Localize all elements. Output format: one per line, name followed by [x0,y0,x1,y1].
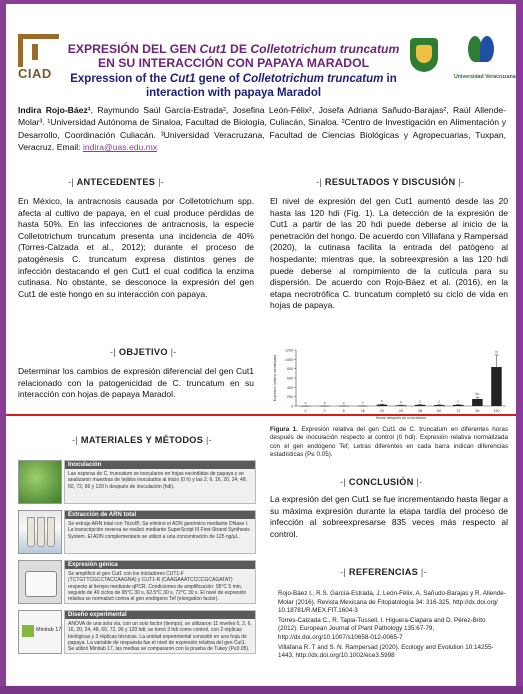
chart-y-tick-label: 200 [287,395,293,400]
heading-mark-right: |- [416,477,423,487]
chart-x-tick-label: 6 [342,409,345,413]
uv-logo-text: Universidad Veracruzana [454,74,516,80]
uv-logo-leaf-blue [480,36,494,62]
heading-mark-left: -| [340,567,347,577]
title-en-line2: interaction with papaya Maradol [145,87,322,99]
figure-caption-text: Expresión relativa del gen Cut1 de C. truncatum en diferentes horas después de inoculación respecto al control (0 hdi). Expresión relativa normalizada con el gen endógeno Tef; Letras diferentes en cada barra indican diferencias estadísticas (P≤ 0.05). [270,426,508,458]
material-panel-inoculacion [64,460,256,504]
material-panel-head: Diseño experimental [65,611,255,619]
chart-significance-letter: c [419,399,421,404]
material-panel-head: Extracción de ARN total [65,511,255,519]
material-panel-text: Se extrajo ARN total con Trizol®. Se eliminó el ADN genómico mediante DNase I. La transcripción reversa se realizó mediante SuperScript III First-Strand Synthesis System. El ADN complementario se utilizó a una concentración de 125 ng/µL. [68,521,250,540]
figure-caption-label: Figura 1. [270,426,298,433]
tube-icon [37,517,45,547]
objetivo-title: OBJETIVO [118,347,168,357]
chart-x-tick-label: 2 [323,409,326,413]
chart-x-tick-label: 0 [304,409,307,413]
materiales-heading [72,435,212,445]
title-en-part3: in [383,73,397,85]
uas-shield-logo [408,38,440,74]
title-spanish [66,42,401,70]
chart-x-tick-label: 24 [399,409,403,413]
conclusion-text: La expresión del gen Cut1 se fue incrementando hasta llegar a su máxima expresión durante la etapa tardía del proceso de infección al sobreexpresarse 835 veces más respecto al control. [270,494,508,539]
minitab-icon [22,625,34,637]
tube-icon [47,517,55,547]
chart-x-tick-label: 16 [360,409,365,413]
antecedentes-heading [68,177,164,187]
qpcr-device-icon [25,571,57,597]
chart-bar [453,405,464,406]
heading-mark-left: -| [72,435,79,445]
material-panel-expresion [64,560,256,604]
leaf-inoculation-image [18,460,62,504]
chart-x-axis-label: Horas después de inoculación [375,416,427,420]
chart-x-tick-label: 60 [437,409,442,413]
antecedentes-title: ANTECEDENTES [76,177,156,187]
title-en-species: Colletotrichum truncatum [242,73,384,85]
title-block [66,42,401,100]
chart-x-tick-label: 120 [493,409,500,413]
chart-significance-letter: c [361,400,364,405]
heading-mark-right: |- [158,177,165,187]
title-es-part2: DE [226,42,251,56]
tube-icon [27,517,35,547]
first-author: Indira Rojo-Báez¹ [18,105,91,115]
title-es-gene: Cut1 [199,42,227,56]
reference-item: Torres-Calzada C., R. Tapia-Tussell, I. Higuera-Ciapara and D. Pérez-Brito (2012). European Journal of Plant Pathology 135:67-79, http://dx.doi.org/10.1007/s10658-012-0065-7 [278,616,486,641]
chart-bar [472,399,483,406]
poster [6,4,516,686]
conclusion-title: CONCLUSIÓN [348,477,414,487]
chart-significance-letter: c [400,400,402,405]
authors-rest: , Raymundo Saúl García-Estrada², Josefina León-Félix², Josefa Adriana Sañudo-Barajas², Raúl Allende-Molar³. ¹Universidad Autónoma de Sinaloa, Facultad de Biología, Culiacán, Sinaloa. ²Centro de Investigación en Alimentación y Desarrollo, Coordinación Culiacán. ³Universidad Veracruzana, Facultad de Ciencias Biológicas y Agropecuarias, Tuxpan, Veracruz. Email: [18,105,506,153]
red-divider-line [6,414,516,416]
chart-y-tick-label: 1200 [285,348,293,353]
chart-significance-letter: c [323,400,326,405]
chart-significance-letter: bc [475,392,480,397]
objetivo-text: Determinar los cambios de expresión diferencial del gen Cut1 relacionado con la patogenicidad de C. truncatum en su interacción con hojas de papaya Maradol. [18,366,254,400]
chart-bar [434,405,445,406]
chart-x-tick-label: 72 [456,409,461,413]
referencias-heading [340,567,427,577]
chart-significance-letter: c [342,400,345,405]
ciad-logo-bar [32,44,38,60]
material-panel-head: Inoculación [65,461,255,469]
chart-bar [491,367,502,406]
title-en-part1: Expression of the [70,73,170,85]
material-panel-text: ANOVA de una sola vía, con un solo factor (tiempo), se utilizaron 11 niveles 0, 2, 6, 16, 20, 24, 48, 60, 72, 96 y 120 hdi; se tomó 3 hdi como control, con 2 réplicas biológicas y 3 réplicas técnicas. La unidad experimental consistió en una hoja de papaya. La variable de respuesta fue el nivel de expresión relativa del gen Cut1. Se utilizó Minitab 17, las medias se compararon con la prueba de Tukey (P≤0.05). [68,621,252,653]
authors-affiliations [18,104,506,154]
material-panel-text: Se amplificó el gen Cut1 con los iniciadores CUT1-F (TCTGTTCGCCTACCAAGNA) y CUT1-R (CAAGAAATCCCCGCAGATAT) respecto al tiempo mediante qPCR. Condiciones de amplificación: 95°C 5 min, seguido de 40 ciclos de 95°C 30 s, 62.5°C 30 s, 72°C 30 s. El nivel de expresión relativa se normalizó contra el gen endógeno Tef (elongation factor). [68,571,247,603]
heading-mark-left: -| [110,347,117,357]
references-list [278,590,506,662]
chart-y-tick-label: 0 [291,404,293,409]
resultados-title: RESULTADOS Y DISCUSIÓN [324,177,456,187]
resultados-text: El nivel de expresión del gen Cut1 aumentó desde las 20 hasta las 120 hdi (Fig. 1). La detección de la expresión de Cut1 a partir de las 20 hdi puede deberse al inicio de la penetración del hongo. De acuerdo con Villafana y Rampersad (2020), la cutinasa facilita la entrada del patógeno al hospedante; mientras que, la sobreexpresión a las 120 hdi puede deberse al rompimiento de la cutícula para su dispersión. De acuerdo con Rojo-Báez et al. (2016), en la etapa necrotrófica C. truncatum completó su ciclo de vida en hojas de papaya. [270,196,508,311]
title-english [66,72,401,100]
material-panel-text: Las esporas de C. truncatum se inocularon en hojas escindidas de papaya y se analizaron muestras de tejidos inoculados al inicio (0 h) y las 2, 6, 16, 20, 24, 48, 60, 72, 96 y 120 h después de inoculación (hdi). [68,471,247,490]
chart-bar [396,405,407,406]
chart-y-tick-label: 800 [287,367,293,372]
qpcr-machine-image [18,560,62,604]
reference-item: Rojo-Báez I., R.S. García-Estrada, J. León-Félix, A. Sañudo-Barajas y R. Allende-Molar (2016). Revista Mexicana de Fitopatología 34: 316-325, http://dx.doi.org/ 10.18781/R.MEX.FIT.1604-3 [278,590,506,615]
heading-mark-right: |- [420,567,427,577]
minitab-label: Minitab 17 [36,627,62,633]
author-email-link[interactable]: indira@uas.edu.mx [82,142,158,153]
chart-x-tick-label: 48 [418,409,423,413]
title-es-part1: EXPRESIÓN DEL GEN [67,42,200,56]
rna-tubes-image [18,510,62,554]
chart-significance-letter: c [304,400,307,405]
conclusion-heading [340,477,423,487]
expression-bar-chart [270,344,510,424]
chart-x-tick-label: 20 [379,409,384,413]
title-es-species: Colletotrichum truncatum [250,42,400,56]
material-panel-diseno [64,610,256,654]
chart-y-tick-label: 400 [287,385,293,390]
title-en-gene: Cut1 [169,73,196,85]
uv-logo [454,36,516,88]
heading-mark-left: -| [340,477,347,487]
chart-y-axis-label: Expresión relativa normalizada [273,354,277,402]
heading-mark-right: |- [206,435,213,445]
heading-mark-left: -| [68,177,75,187]
chart-significance-letter: c [438,399,441,404]
title-es-line2: EN SU INTERACCIÓN CON PAPAYA MARADOL [97,56,370,70]
chart-significance-letter: c [381,399,383,404]
heading-mark-left: -| [316,177,323,187]
heading-mark-right: |- [170,347,177,357]
objetivo-heading [110,347,177,357]
chart-x-tick-label: 96 [475,409,480,413]
bottom-strip [0,686,523,694]
chart-significance-letter: c [457,399,460,404]
heading-mark-right: |- [458,177,465,187]
chart-significance-letter: b [495,349,498,354]
chart-bar [415,405,426,406]
resultados-heading [316,177,464,187]
materiales-title: MATERIALES Y MÉTODOS [80,435,204,445]
chart-bar [377,405,388,406]
minitab-image [18,610,62,654]
material-panel-arn [64,510,256,554]
chart-y-tick-label: 600 [287,376,293,381]
antecedentes-text: En México, la antracnosis causada por Colletotrichum spp. afecta al cultivo de papaya, en el cual produce pérdidas de hasta 50%. En las infecciones de antracnosis, la especie Colletotrichum truncatum presenta una incidencia de 40% (Torres-Calzada et al., 2012); durante el proceso de patogénesis C. truncatum expresa distintos genes de infección destacando el gen Cut1 el cual codifica la enzima cutinasa. No obstante, se desconoce la expresión del gen Cut1 de este hongo en su interacción con papaya. [18,196,254,299]
ciad-logo [16,34,62,86]
uas-shield-inner [416,45,432,63]
material-panel-head: Expresión génica [65,561,255,569]
reference-item: Villafana R. T and S. N. Rampersad (2020). Ecology and Evolution 10:14255-1443, http://dx.doi.org/10.1002/ece3.5998 [278,643,494,660]
chart-y-tick-label: 1000 [285,357,293,362]
referencias-title: REFERENCIAS [348,567,419,577]
title-en-part2: gene of [195,73,243,85]
ciad-logo-text: CIAD [18,66,52,81]
figure-caption [270,426,508,459]
ciad-logo-bracket [18,34,59,67]
